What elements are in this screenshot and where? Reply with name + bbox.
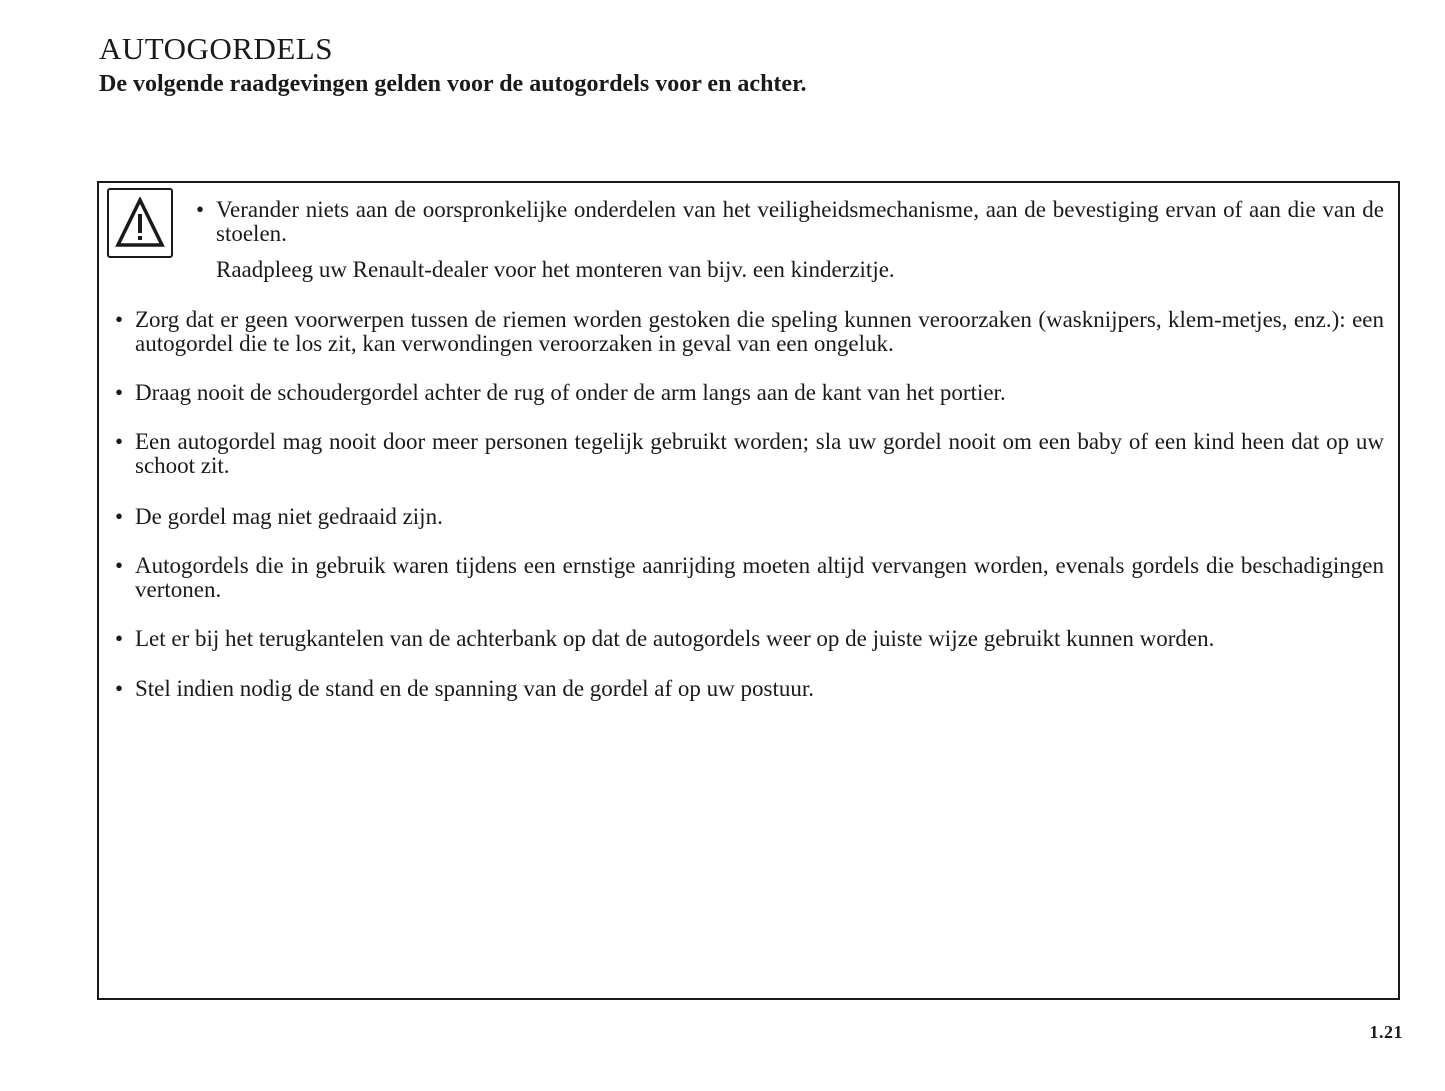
page-title: AUTOGORDELS [99,31,333,66]
list-item: • De gordel mag niet gedraaid zijn. [115,505,1384,529]
warning-triangle-icon [107,188,173,258]
warning-box [97,181,1400,1000]
list-item: • Zorg dat er geen voorwerpen tussen de riemen worden gestoken die speling kunnen veroorzaken (wasknijpers, klem-metjes, enz.): een autogordel die te los zit, kan verwondingen veroorzaken in geval van een ongeluk. [115,308,1384,356]
list-item: • Een autogordel mag nooit door meer personen tegelijk gebruikt worden; sla uw gordel nooit om een baby of een kind heen dat op uw schoot zit. [115,430,1384,478]
list-item: • Draag nooit de schoudergordel achter de rug of onder de arm langs aan de kant van het portier. [115,381,1384,405]
list-item: • Let er bij het terugkantelen van de achterbank op dat de autogordels weer op de juiste wijze gebruikt kunnen worden. [115,627,1384,651]
page-number: 1.21 [1369,1022,1403,1042]
list-item: • Stel indien nodig de stand en de spanning van de gordel af op uw postuur. [115,677,1384,701]
list-item: • Autogordels die in gebruik waren tijdens een ernstige aanrijding moeten altijd vervangen worden, evenals gordels die beschadigingen vertonen. [115,554,1384,602]
page-subtitle: De volgende raadgevingen gelden voor de autogordels voor en achter. [99,71,807,97]
list-item: • Verander niets aan de oorspronkelijke onderdelen van het veiligheidsmechanisme, aan de bevestiging ervan of aan die van de stoelen. [196,198,1384,246]
dealer-note: Raadpleeg uw Renault-dealer voor het monteren van bijv. een kinderzitje. [216,257,895,282]
